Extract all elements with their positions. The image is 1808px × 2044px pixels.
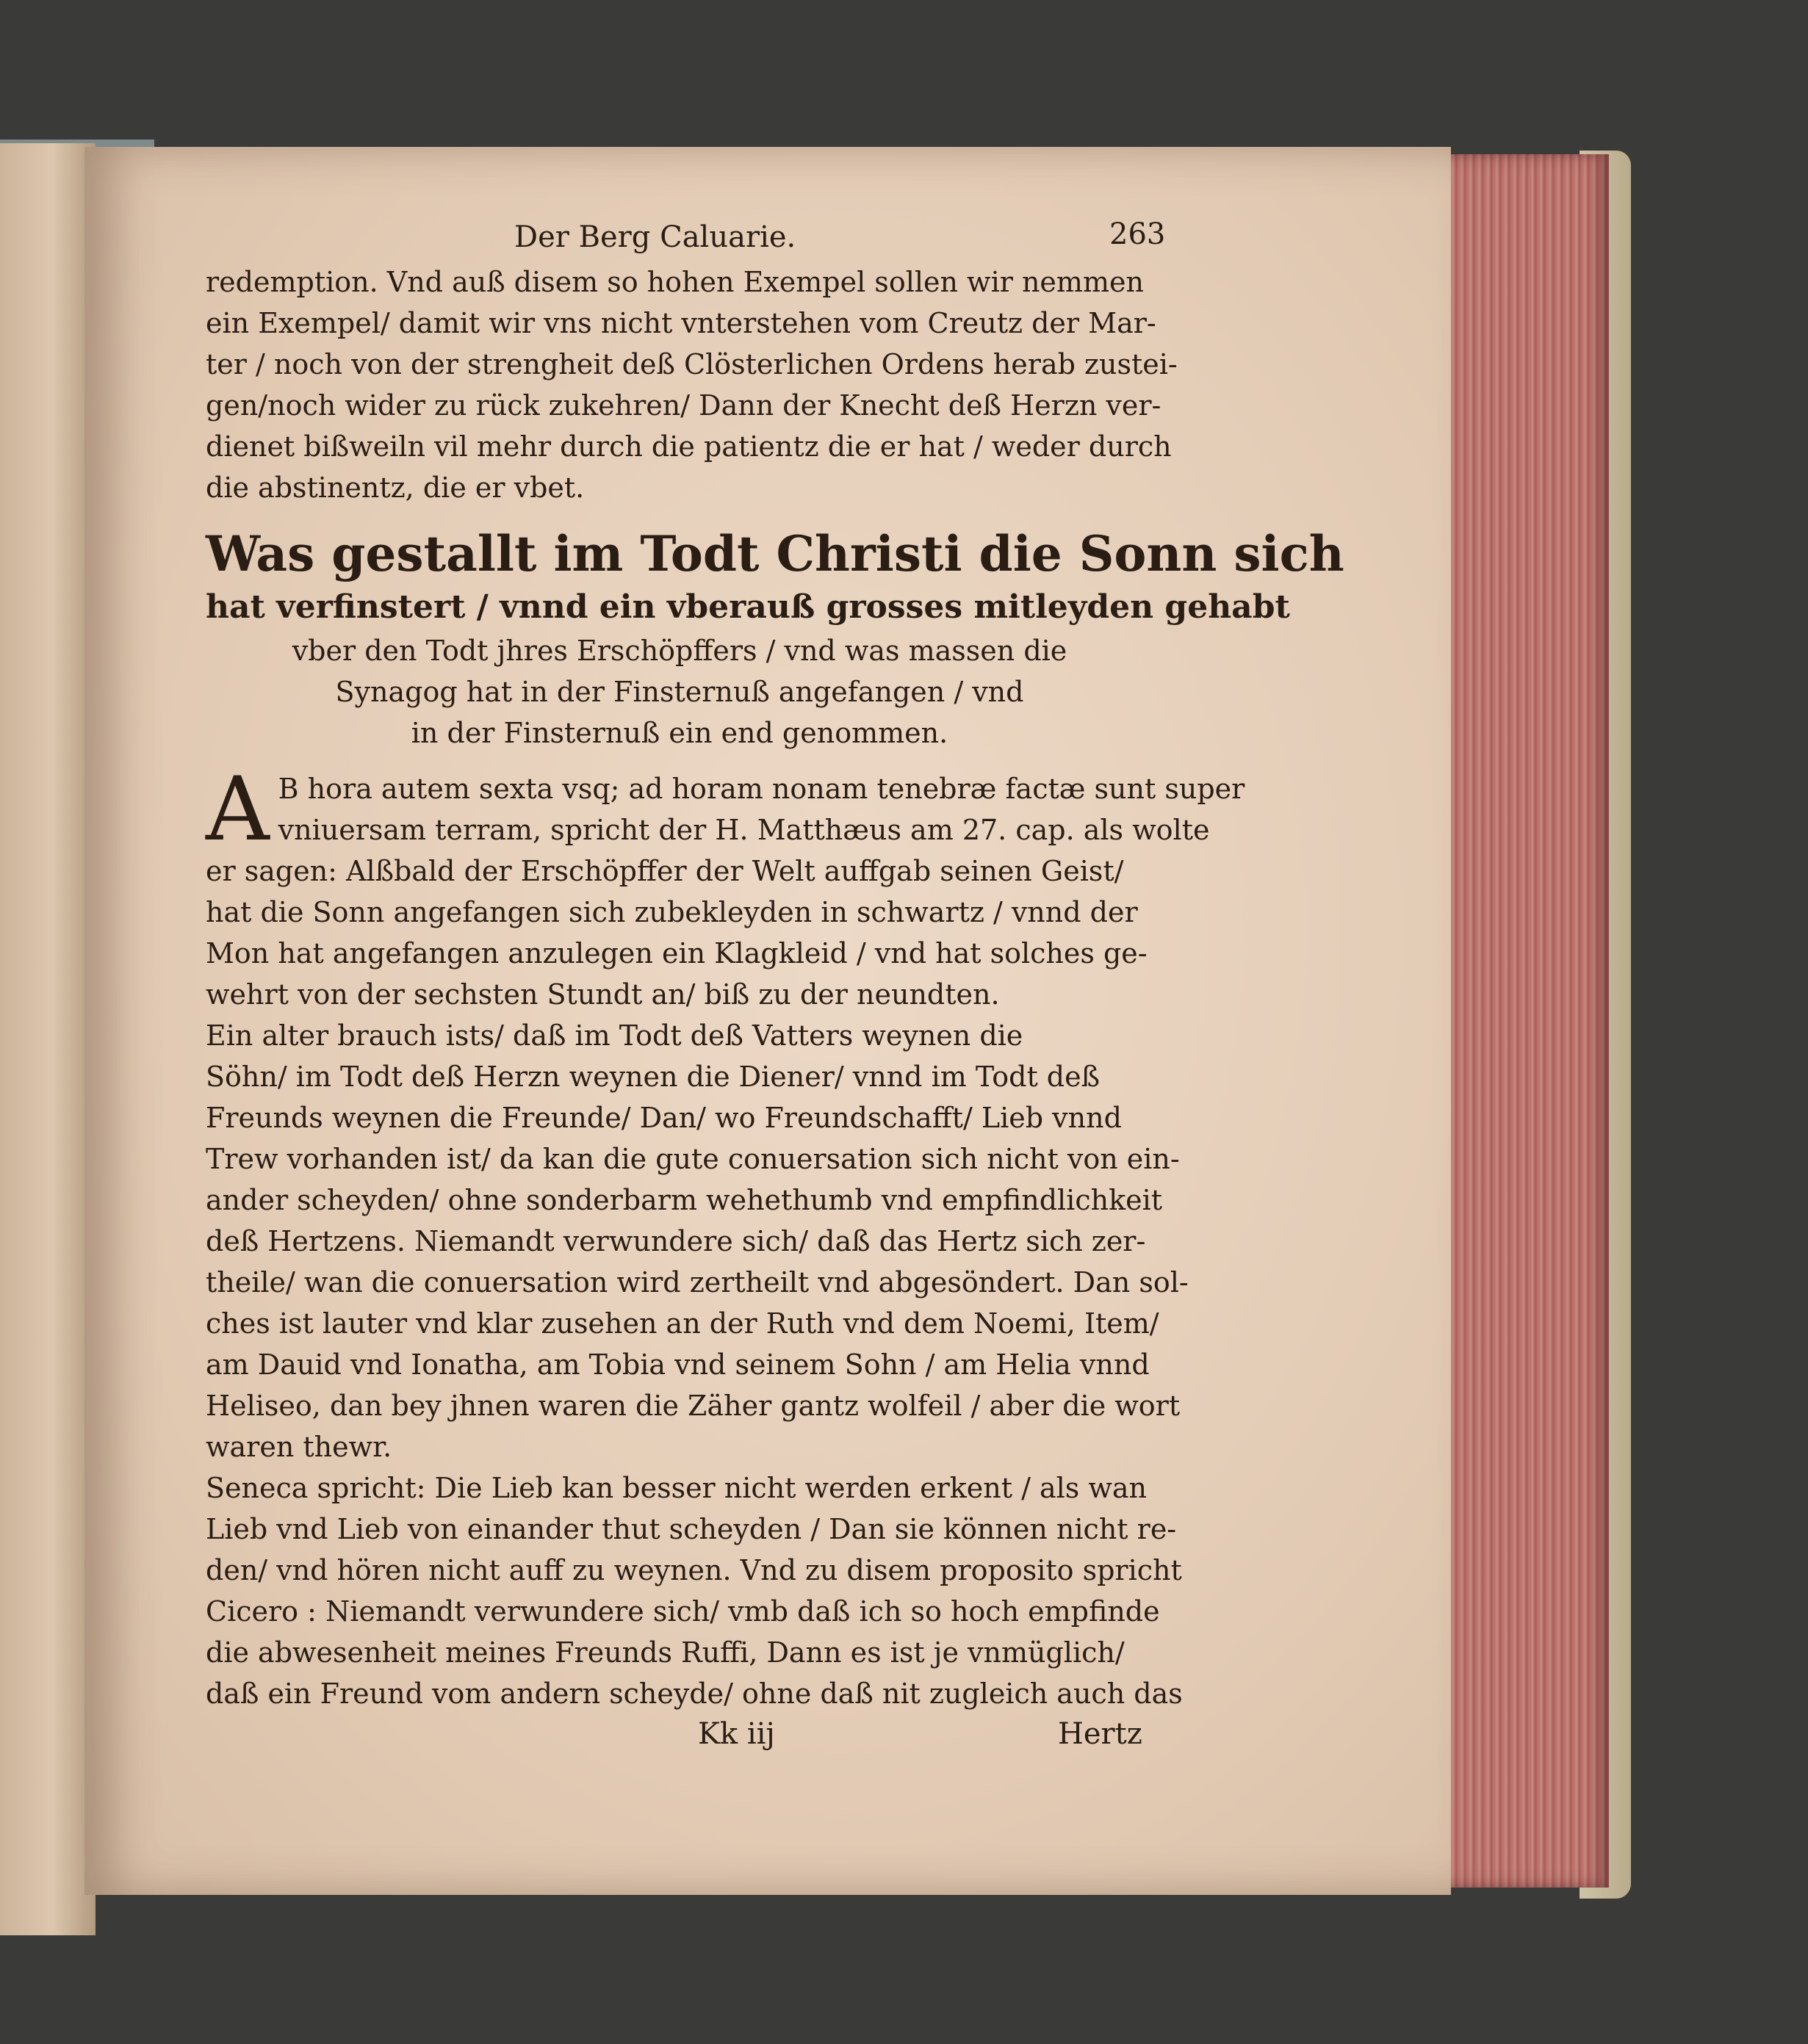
page-header bbox=[206, 217, 1166, 261]
heading-sub-line: in der Finsternuß ein end genommen. bbox=[411, 717, 948, 749]
text-line: Ein alter brauch ists/ daß im Todt deß Vatters weynen die bbox=[206, 1019, 1023, 1052]
text-line: Heliseo, dan bey jhnen waren die Zäher gantz wolfeil / aber die wort bbox=[206, 1390, 1181, 1422]
text-line: B hora autem sexta vsq; ad horam nonam tenebræ factæ sunt super bbox=[278, 773, 1245, 805]
text-line: Mon hat angefangen anzulegen ein Klagkleid / vnd hat solches ge- bbox=[206, 937, 1148, 969]
text-line: den/ vnd hören nicht auff zu weynen. Vnd zu disem proposito spricht bbox=[206, 1554, 1182, 1586]
text-line: ander scheyden/ ohne sonderbarm wehethumb vnd empfindlichkeit bbox=[206, 1184, 1163, 1216]
text-line: Cicero : Niemandt verwundere sich/ vmb daß ich so hoch empfinde bbox=[206, 1595, 1160, 1628]
text-line: ein Exempel/ damit wir vns nicht vnterstehen vom Creutz der Mar- bbox=[206, 307, 1156, 339]
text-line: Söhn/ im Todt deß Herzn weynen die Diener/ vnnd im Todt deß bbox=[206, 1061, 1100, 1093]
opening-lines bbox=[206, 261, 1178, 508]
page-text bbox=[206, 217, 1344, 1761]
heading-sub-line: Synagog hat in der Finsternuß angefangen / vnd bbox=[335, 676, 1024, 708]
text-line: ter / noch von der strengheit deß Clösterlichen Ordens herab zustei- bbox=[206, 348, 1178, 380]
signature-mark: Kk iij bbox=[698, 1717, 775, 1751]
text-line: die abstinentz, die er vbet. bbox=[206, 472, 585, 504]
page-number: 263 bbox=[1109, 217, 1166, 251]
text-line: gen/noch wider zu rück zukehren/ Dann der Knecht deß Herzn ver- bbox=[206, 389, 1161, 422]
text-line: dienet bißweiln vil mehr durch die patientz die er hat / weder durch bbox=[206, 430, 1172, 463]
text-line: wehrt von der sechsten Stundt an/ biß zu der neundten. bbox=[206, 978, 1000, 1011]
paragraph-3 bbox=[206, 1467, 1183, 1714]
text-line: hat die Sonn angefangen sich zubekleyden in schwartz / vnnd der bbox=[206, 896, 1138, 928]
paragraph-2 bbox=[206, 1015, 1189, 1467]
heading-sub-line: vber den Todt jhres Erschöpffers / vnd was massen die bbox=[292, 635, 1067, 667]
section-heading bbox=[206, 523, 1344, 754]
heading-line-2: hat verfinstert / vnnd ein vberauß grosses mitleyden gehabt bbox=[206, 588, 1290, 626]
text-line: ches ist lauter vnd klar zusehen an der Ruth vnd dem Noemi, Item/ bbox=[206, 1307, 1159, 1340]
drop-cap: A bbox=[206, 759, 270, 861]
text-line: er sagen: Alßbald der Erschöpffer der Welt auffgab seinen Geist/ bbox=[206, 855, 1124, 887]
text-line: am Dauid vnd Ionatha, am Tobia vnd seinem Sohn / am Helia vnnd bbox=[206, 1348, 1150, 1381]
left-page-edge bbox=[0, 143, 96, 1935]
page-footer bbox=[206, 1717, 1153, 1761]
text-line: daß ein Freund vom andern scheyde/ ohne daß nit zugleich auch das bbox=[206, 1678, 1183, 1710]
heading-line-1: Was gestallt im Todt Christi die Sonn sich bbox=[206, 525, 1344, 582]
text-line: Lieb vnd Lieb von einander thut scheyden / Dan sie können nicht re- bbox=[206, 1513, 1177, 1545]
text-line: Trew vorhanden ist/ da kan die gute conuersation sich nicht von ein- bbox=[206, 1143, 1180, 1175]
running-title: Der Berg Caluarie. bbox=[514, 220, 796, 254]
text-line: waren thewr. bbox=[206, 1431, 392, 1463]
text-line: deß Hertzens. Niemandt verwundere sich/ daß das Hertz sich zer- bbox=[206, 1225, 1146, 1257]
text-line: vniuersam terram, spricht der H. Matthæus am 27. cap. als wolte bbox=[278, 814, 1210, 846]
catchword: Hertz bbox=[1058, 1717, 1142, 1751]
text-line: redemption. Vnd auß disem so hohen Exempel sollen wir nemmen bbox=[206, 266, 1144, 298]
page-edges-red bbox=[1433, 154, 1609, 1888]
text-line: Seneca spricht: Die Lieb kan besser nicht werden erkent / als wan bbox=[206, 1472, 1147, 1504]
paragraph-1 bbox=[206, 759, 1245, 1015]
text-line: Freunds weynen die Freunde/ Dan/ wo Freundschafft/ Lieb vnnd bbox=[206, 1102, 1122, 1134]
text-line: die abwesenheit meines Freunds Ruffi, Dann es ist je vnmüglich/ bbox=[206, 1636, 1125, 1669]
text-line: theile/ wan die conuersation wird zertheilt vnd abgesöndert. Dan sol- bbox=[206, 1266, 1189, 1299]
